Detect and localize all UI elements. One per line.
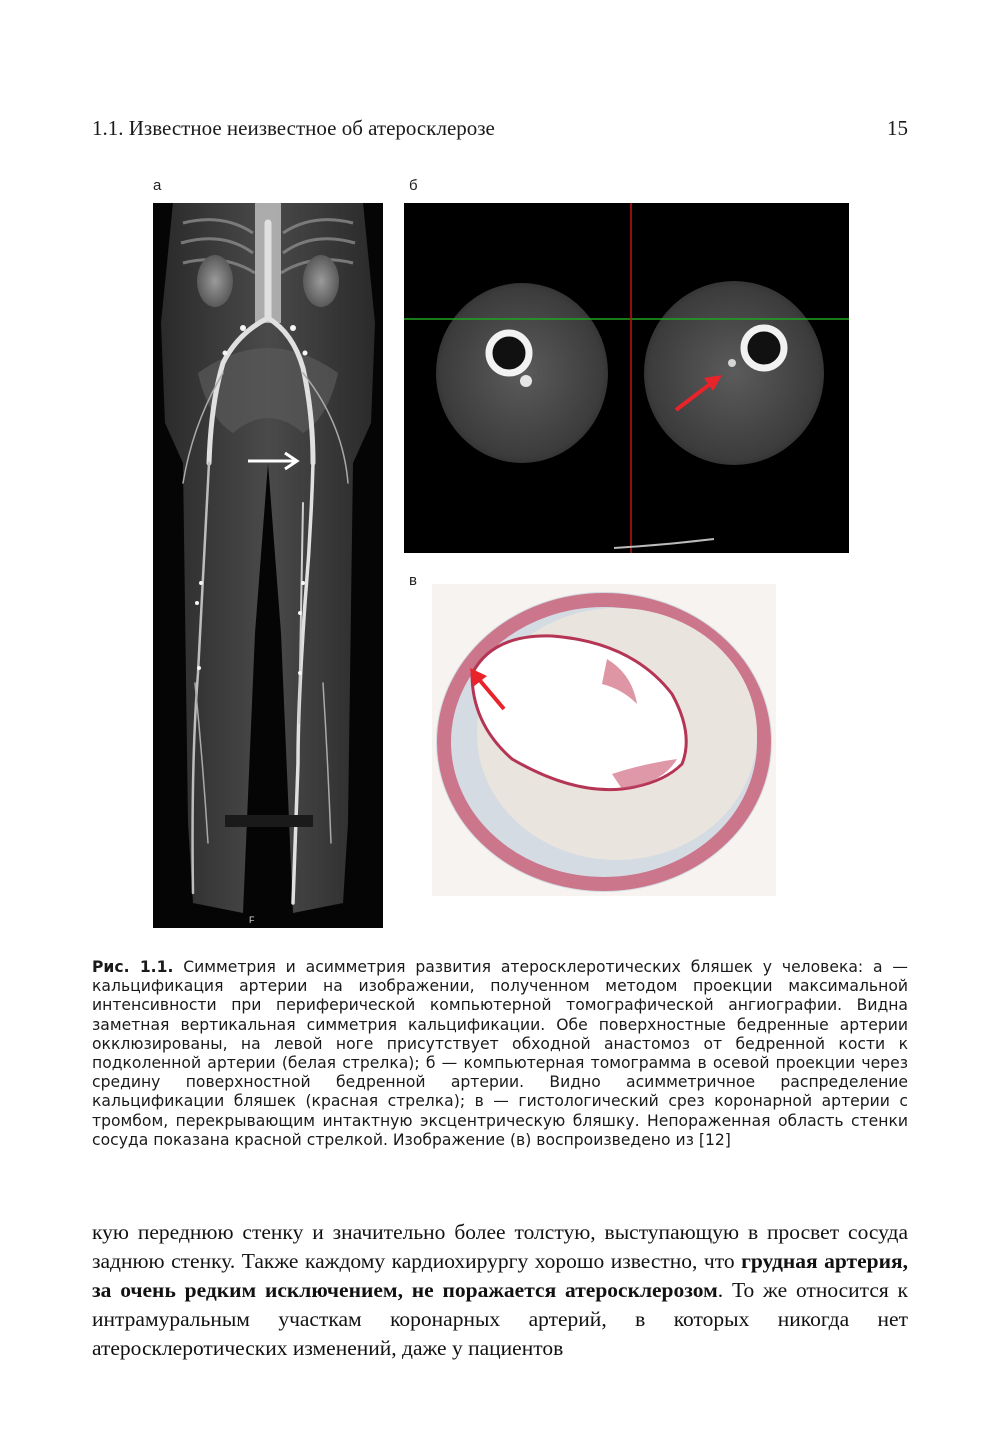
panel-c-histology <box>432 584 776 896</box>
kidney-right <box>197 255 233 307</box>
right-calcified-vessel <box>520 375 532 387</box>
left-thigh <box>644 281 824 465</box>
histology-image <box>432 584 776 896</box>
left-femur <box>744 328 784 368</box>
body-text-part-1: кую переднюю стенку и значительно более толстую, выступающую в просвет сосуда заднюю стенку. Также каждому кардиохирургу хорошо известно, что <box>92 1220 908 1273</box>
gap-shadow <box>225 815 313 827</box>
panel-b-axial-ct <box>404 203 849 553</box>
left-calcified-vessel <box>728 359 736 367</box>
body-paragraph <box>92 1218 908 1363</box>
body-text-part-2: . То же относится к интрамуральным участкам коронарных артерий, в которых никогда нет атеросклеротических изменений, даже у пациентов <box>92 1278 909 1360</box>
right-thigh <box>436 283 608 463</box>
panel-a-marker: F <box>249 915 255 925</box>
panel-label-a: а <box>153 177 162 194</box>
caption-text: Симметрия и асимметрия развития атеросклеротических бляшек у человека: а — кальцификация артерии на изображении, полученном методом проекции максимальной интенсивности при периферической компьютерной томографической ангиографии. Видна заметная вертикальная симметрия кальцификации. Обе поверхностные бедренные артерии окклюзированы, на левой ноге присутствует обходной анастомоз от бедренной кости к подколенной артерии (белая стрелка); б — компьютерная томограмма в осевой проекции через средину поверхностной бедренной артерии. Видно асимметричное распределение кальцификации бляшек (красная стрелка); в — гистологический срез коронарной артерии с тромбом, перекрывающим интактную эксцентрическую бляшку. Непораженная область стенки сосуда показана красной стрелкой. Изображение (в) воспроизведено из [12] <box>92 958 908 1149</box>
page-number: 15 <box>887 116 908 140</box>
ct-table <box>614 539 714 548</box>
figure-caption <box>92 958 908 1150</box>
kidney-left <box>303 255 339 307</box>
ct-angiography-image <box>153 203 383 928</box>
right-femur <box>489 333 529 373</box>
panel-label-c: в <box>409 572 417 589</box>
panel-a-ct-angiography <box>153 203 383 928</box>
axial-ct-image <box>404 203 849 553</box>
caption-label: Рис. 1.1. <box>92 958 174 976</box>
running-header: 1.1. Известное неизвестное об атеросклерозе <box>92 116 495 140</box>
body-text-bold: грудная артерия, за очень редким исключением, не поражается атеросклерозом <box>92 1249 909 1302</box>
panel-label-b: б <box>409 177 418 194</box>
